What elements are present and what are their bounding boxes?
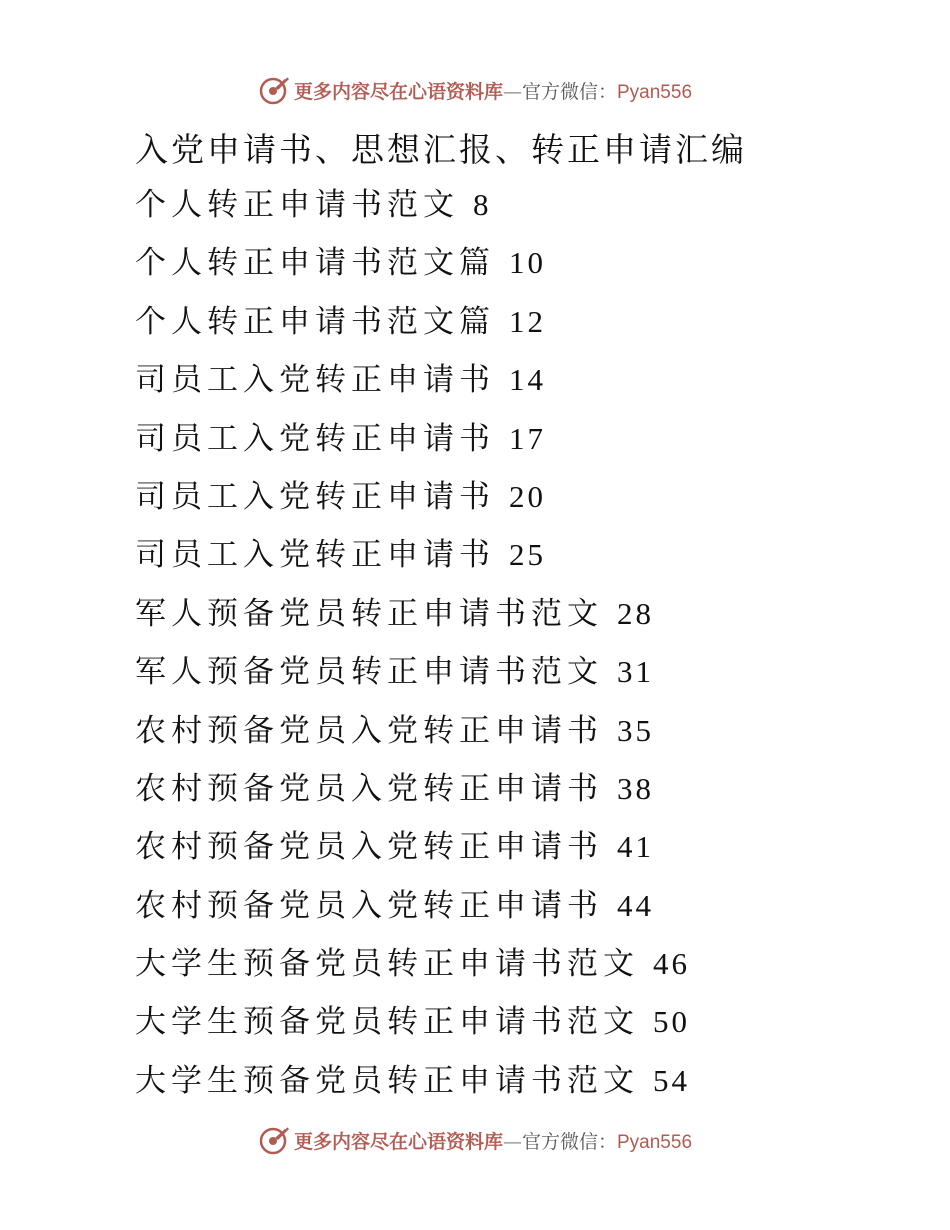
header-banner <box>0 70 950 110</box>
toc-item[interactable] <box>135 824 690 882</box>
pen-nib-circle-icon <box>258 1124 290 1156</box>
toc-item-page: 50 <box>653 1004 690 1040</box>
toc-item-title: 司员工入党转正申请书 <box>135 478 495 515</box>
pen-nib-circle-icon <box>258 74 290 106</box>
toc-item-page: 54 <box>653 1062 690 1098</box>
toc-item[interactable] <box>135 240 690 298</box>
document-title: 入党申请书、思想汇报、转正申请汇编 <box>135 130 747 169</box>
toc-item-page: 44 <box>617 887 654 923</box>
toc-item-page: 41 <box>617 829 654 865</box>
toc-item-page: 17 <box>509 420 546 456</box>
banner-wechat-label: 官方微信： <box>521 80 617 103</box>
toc-item-title: 个人转正申请书范文篇 <box>135 245 495 282</box>
banner-handle: Pyan556 <box>617 1131 693 1153</box>
toc-item-title: 农村预备党员入党转正申请书 <box>135 829 603 866</box>
toc-item[interactable] <box>135 299 690 357</box>
toc-item-page: 46 <box>653 946 690 982</box>
toc-item-title: 司员工入党转正申请书 <box>135 420 495 457</box>
toc-item-title: 农村预备党员入党转正申请书 <box>135 770 603 807</box>
toc-item-title: 大学生预备党员转正申请书范文 <box>135 1004 639 1041</box>
banner-dash: — <box>502 80 522 103</box>
banner-text: 更多内容尽在心语资料库 <box>293 1130 503 1153</box>
toc-item[interactable] <box>135 941 690 999</box>
footer-banner <box>0 1120 950 1160</box>
toc-item-page: 8 <box>473 187 492 222</box>
toc-item[interactable] <box>135 649 690 707</box>
toc-item-page: 31 <box>617 654 654 690</box>
toc-item[interactable] <box>135 357 690 415</box>
toc-item-page: 14 <box>509 362 546 398</box>
toc-item-page: 28 <box>617 595 654 631</box>
toc-item-title: 大学生预备党员转正申请书范文 <box>135 1062 639 1099</box>
toc-item-page: 20 <box>509 478 546 514</box>
toc-item-title: 大学生预备党员转正申请书范文 <box>135 946 639 983</box>
toc-item-page: 10 <box>509 245 546 281</box>
toc-item-title: 个人转正申请书范文篇 <box>135 303 495 340</box>
toc-item-title: 农村预备党员入党转正申请书 <box>135 887 603 924</box>
toc-item[interactable] <box>135 474 690 532</box>
toc-item[interactable] <box>135 883 690 941</box>
toc-item[interactable] <box>135 416 690 474</box>
banner-dash: — <box>502 1130 522 1153</box>
toc-item[interactable] <box>135 532 690 590</box>
toc-item[interactable] <box>135 766 690 824</box>
toc-item-page: 12 <box>509 303 546 339</box>
toc-item-title: 个人转正申请书范文 <box>135 187 459 223</box>
table-of-contents <box>135 182 690 1116</box>
banner-text: 更多内容尽在心语资料库 <box>293 80 503 103</box>
banner-wechat-label: 官方微信： <box>521 1130 617 1153</box>
toc-item-title: 农村预备党员入党转正申请书 <box>135 712 603 749</box>
toc-item-title: 司员工入党转正申请书 <box>135 362 495 399</box>
toc-item-page: 38 <box>617 770 654 806</box>
toc-item[interactable] <box>135 591 690 649</box>
toc-item-title: 军人预备党员转正申请书范文 <box>135 595 603 632</box>
toc-item-page: 35 <box>617 712 654 748</box>
toc-item[interactable] <box>135 1058 690 1116</box>
toc-item[interactable] <box>135 708 690 766</box>
toc-item[interactable] <box>135 999 690 1057</box>
toc-item[interactable] <box>135 182 690 240</box>
toc-item-title: 司员工入党转正申请书 <box>135 537 495 574</box>
toc-item-page: 25 <box>509 537 546 573</box>
toc-item-title: 军人预备党员转正申请书范文 <box>135 654 603 691</box>
banner-handle: Pyan556 <box>617 81 693 103</box>
